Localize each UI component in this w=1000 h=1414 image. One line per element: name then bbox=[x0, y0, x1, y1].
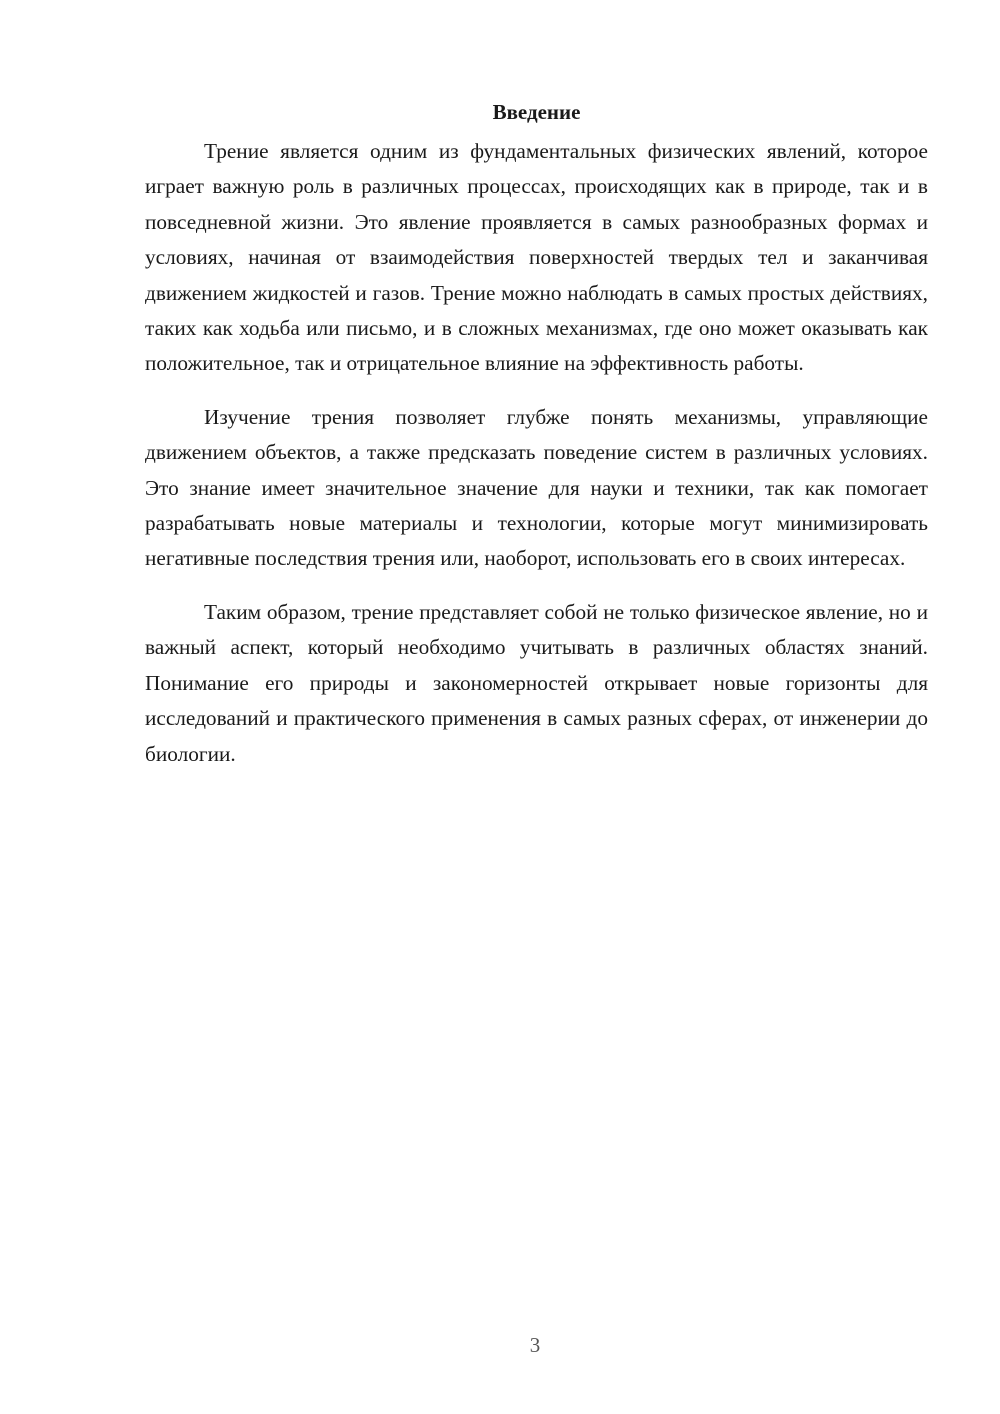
paragraph-3: Таким образом, трение представляет собой не только физическое явление, но и важный аспект, который необходимо учитывать в различных областях знаний. Понимание его природы и закономерностей открывает новые горизонты для исследований и практического применения в самых разных сферах, от инженерии до биологии. bbox=[145, 599, 928, 766]
paragraph-2: Изучение трения позволяет глубже понять механизмы, управляющие движением объектов, а также предсказать поведение систем в различных условиях. Это знание имеет значительное значение для науки и техники, так как помогает разрабатывать новые материалы и технологии, которые могут минимизировать негативные последствия трения или, наоборот, использовать его в своих интересах. bbox=[145, 404, 928, 571]
page-number: 3 bbox=[529, 1333, 541, 1357]
page-content bbox=[145, 94, 928, 790]
paragraph-1: Трение является одним из фундаментальных физических явлений, которое играет важную роль в различных процессах, происходящих как в природе, так и в повседневной жизни. Это явление проявляется в самых разнообразных формах и условиях, начиная от взаимодействия поверхностей твердых тел и заканчивая движением жидкостей и газов. Трение можно наблюдать в самых простых действиях, таких как ходьба или письмо, и в сложных механизмах, где оно может оказывать как положительное, так и отрицательное влияние на эффективность работы. bbox=[145, 139, 928, 376]
section-title: Введение bbox=[492, 100, 581, 124]
